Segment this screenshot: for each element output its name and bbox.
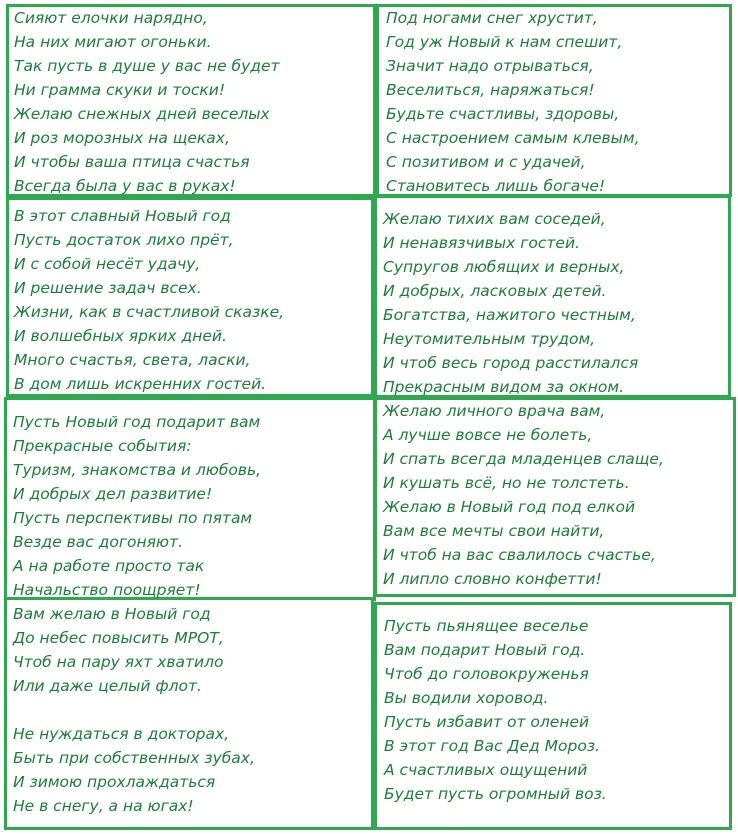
poem-line: Пусть перспективы по пятам	[13, 509, 253, 527]
poem-6	[383, 399, 664, 591]
poem-line: Много счастья, света, ласки,	[14, 351, 251, 369]
poem-line: Желаю снежных дней веселых	[14, 105, 270, 123]
poem-line: В этот славный Новый год	[14, 207, 231, 225]
poem-4	[383, 207, 638, 399]
poem-line: Желаю тихих вам соседей,	[383, 210, 606, 228]
poem-line: Пусть избавит от оленей	[384, 713, 590, 731]
poem-line: В этот год Вас Дед Мороз.	[384, 737, 601, 755]
poem-line: А лучше вовсе не болеть,	[383, 426, 593, 444]
poem-line: Пусть Новый год подарит вам	[13, 413, 261, 431]
poem-line: И ненавязчивых гостей.	[383, 234, 580, 252]
poem-line: Вам все мечты свои найти,	[383, 522, 605, 540]
poem-line: И с собой несёт удачу,	[14, 255, 201, 273]
poem-line: Вы водили хоровод.	[384, 689, 549, 707]
poem-8	[384, 614, 607, 806]
poem-line: Быть при собственных зубах,	[13, 749, 255, 767]
poem-line: Не нуждаться в докторах,	[13, 725, 230, 743]
poem-line: Вам желаю в Новый год	[13, 605, 211, 623]
poem-line: Супругов любящих и верных,	[383, 258, 625, 276]
poem-stanza-break	[13, 698, 255, 722]
poem-line: И роз морозных на щеках,	[14, 129, 230, 147]
poem-line: И кушать всё, но не толстеть.	[383, 474, 630, 492]
poem-line: И спать всегда младенцев слаще,	[383, 450, 664, 468]
poem-line: Богатства, нажитого честным,	[383, 306, 636, 324]
poem-line: В дом лишь искренних гостей.	[14, 375, 267, 393]
poem-line: Ни грамма скуки и тоски!	[14, 81, 226, 99]
poem-line: Всегда была у вас в руках!	[14, 177, 236, 195]
poem-2	[386, 6, 640, 198]
poem-line: Пусть пьянящее веселье	[384, 617, 589, 635]
poem-5	[13, 410, 261, 602]
poem-line: Неутомительным трудом,	[383, 330, 596, 348]
poem-line: И волшебных ярких дней.	[14, 327, 227, 345]
poem-line: Вам подарит Новый год.	[384, 641, 586, 659]
poem-line: Веселиться, наряжаться!	[386, 81, 595, 99]
poem-line: Туризм, знакомства и любовь,	[13, 461, 262, 479]
poem-line: Будет пусть огромный воз.	[384, 785, 607, 803]
poem-line: Пусть достаток лихо прёт,	[14, 231, 234, 249]
poem-line: С настроением самым клевым,	[386, 129, 640, 147]
poem-line: И липло словно конфетти!	[383, 570, 602, 588]
poem-line: Становитесь лишь богаче!	[386, 177, 606, 195]
poem-line: С позитивом и с удачей,	[386, 153, 586, 171]
poem-line: Желаю личного врача вам,	[383, 402, 606, 420]
poem-3	[14, 204, 284, 396]
poem-7	[13, 602, 255, 818]
poem-line: И чтоб весь город расстилался	[383, 354, 639, 372]
poem-line: Так пусть в душе у вас не будет	[14, 57, 280, 75]
poem-line: Значит надо отрываться,	[386, 57, 594, 75]
poem-line: Или даже целый флот.	[13, 677, 202, 695]
poem-line: И решение задач всех.	[14, 279, 202, 297]
poem-line: И зимою прохлаждаться	[13, 773, 216, 791]
poem-line: Жизни, как в счастливой сказке,	[14, 303, 285, 321]
poem-line: Желаю в Новый год под елкой	[383, 498, 636, 516]
poem-line: Сияют елочки нарядно,	[14, 9, 208, 27]
poem-line: А на работе просто так	[13, 557, 205, 575]
poem-line: Прекрасным видом за окном.	[383, 378, 625, 396]
poem-line: Чтоб до головокруженья	[384, 665, 589, 683]
poem-line: А счастливых ощущений	[384, 761, 588, 779]
poem-line: Год уж Новый к нам спешит,	[386, 33, 623, 51]
poem-line: Будьте счастливы, здоровы,	[386, 105, 620, 123]
poem-line: Везде вас догоняют.	[13, 533, 183, 551]
poem-line: Не в снегу, а на югах!	[13, 797, 194, 815]
poem-line: Под ногами снег хрустит,	[386, 9, 598, 27]
poem-line: И чтоб на вас свалилось счастье,	[383, 546, 656, 564]
poem-line: Прекрасные события:	[13, 437, 192, 455]
poem-line: И чтобы ваша птица счастья	[14, 153, 250, 171]
poem-line: До небес повысить МРОТ,	[13, 629, 224, 647]
poem-line: На них мигают огоньки.	[14, 33, 212, 51]
poem-line: Начальство поощряет!	[13, 581, 201, 599]
poem-1	[14, 6, 280, 198]
poem-line: И добрых, ласковых детей.	[383, 282, 607, 300]
poem-line: Чтоб на пару яхт хватило	[13, 653, 224, 671]
poem-line: И добрых дел развитие!	[13, 485, 213, 503]
